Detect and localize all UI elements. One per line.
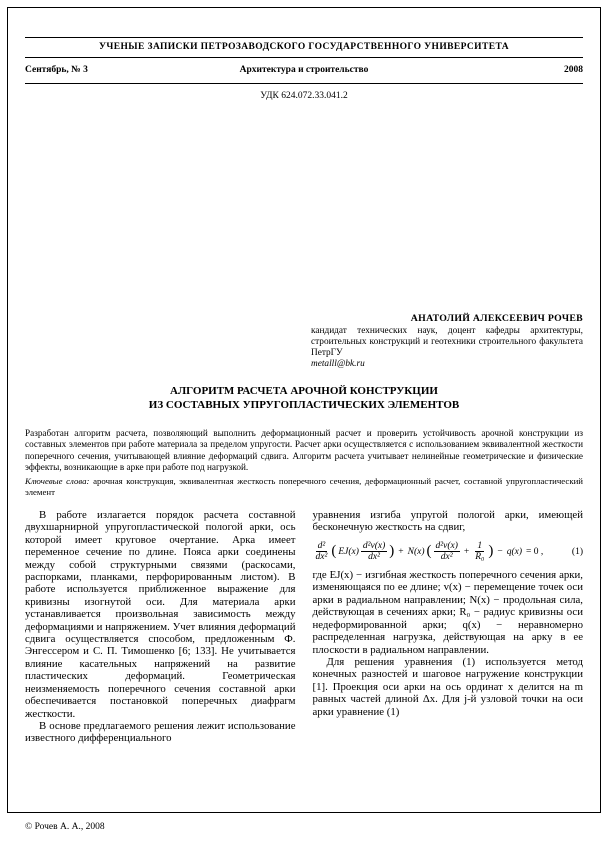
- paragraph-left-1: В работе излагается порядок расчета составной двухшарнирной упругопластической пологой арки, ось которой имеет круговое очертание. Арка имеет переменное сечение по длине. Пояса арки соединены между собой структурными связями (раскосами, распорками, планками, перфорированным листом). В работе используется приближенное выражение для кривизны изогнутой оси. Для материала арки устанавливается произвольная зависимость между деформациями и напряжением. Учет влияния деформаций сдвига осуществляется способом, предложенным Ф. Энгессером и С. П. Тимошенко [6; 133]. Не учитывается влияние касательных напряжений на развитие пластических деформаций. Геометрическая неизменяемость поперечного сечения составной арки обеспечивается постановкой поперечных диафрагм жесткости.: [25, 509, 296, 720]
- equation-body: [313, 541, 568, 563]
- fraction-denominator: R₀: [475, 552, 485, 563]
- fraction-denominator: dx²: [315, 552, 328, 563]
- fraction-denominator: dx²: [368, 552, 380, 563]
- fraction-d2-dx2: [314, 541, 330, 563]
- fraction-d2v-dx2: [361, 541, 387, 563]
- keywords-block: [25, 476, 583, 497]
- author-name: АНАТОЛИЙ АЛЕКСЕЕВИЧ РОЧЕВ: [410, 313, 583, 324]
- open-paren: (: [331, 543, 337, 560]
- fraction-numerator: d²v(x): [362, 540, 386, 551]
- fraction-numerator: 1: [477, 540, 483, 551]
- issue-row: [25, 58, 583, 83]
- main-columns: [25, 509, 583, 745]
- udc-label: УДК 624.072.33.041.2: [260, 91, 348, 101]
- issue-label: Сентябрь, № 3: [25, 65, 88, 75]
- author-affiliation: кандидат технических наук, доцент кафедры архитектуры, строительных конструкций и геотехники строительного факультета ПетрГУ: [311, 326, 583, 358]
- left-column: [25, 509, 296, 745]
- paragraph-left-2: В основе предлагаемого решения лежит использование известного дифференциального: [25, 719, 296, 745]
- section-label: Архитектура и строительство: [239, 65, 369, 75]
- header-rule-bottom: [25, 83, 583, 84]
- right-column: [313, 509, 584, 745]
- minus-operator: −: [497, 546, 503, 557]
- equation-1: [313, 541, 584, 563]
- plus-operator: +: [463, 546, 470, 557]
- keywords-text: арочная конструкция, эквивалентная жесткость поперечного сечения, деформационный расчет, составной упругопластический элемент: [25, 476, 584, 497]
- term-N: N(x): [407, 546, 425, 557]
- fraction-numerator: d²v(x): [435, 540, 458, 551]
- fraction-1-R0: [473, 541, 486, 563]
- page: [8, 37, 600, 841]
- article-title-line2: ИЗ СОСТАВНЫХ УПРУГОПЛАСТИЧЕСКИХ ЭЛЕМЕНТОВ: [148, 399, 460, 411]
- abstract-text: Разработан алгоритм расчета, позволяющий выполнить деформационный расчет и проверить устойчивость арочной конструкции из составных элементов при работе материала за пределом упругости. Расчет арки осуществляется с использованием эквивалентной жесткости поперечного сечения, учитывающей влияние деформаций сдвига. Алгоритм расчета учитывает нелинейные геометрические и физические эффекты, возникающие в арке при работе под нагрузкой.: [25, 428, 583, 472]
- open-paren: (: [426, 543, 432, 560]
- article-title-line1: АЛГОРИТМ РАСЧЕТА АРОЧНОЙ КОНСТРУКЦИИ: [170, 385, 438, 397]
- paragraph-right-1: уравнения изгиба упругой пологой арки, имеющей бесконечную жесткость на сдвиг,: [312, 509, 583, 534]
- year-label: 2008: [564, 65, 583, 75]
- plus-operator: +: [398, 546, 404, 557]
- term-q: q(x): [506, 546, 522, 557]
- author-block: [311, 313, 583, 370]
- copyright: © Рочев А. А., 2008: [25, 822, 105, 832]
- equation-number: (1): [571, 546, 583, 557]
- paragraph-right-2: где EJ(x) − изгибная жесткость поперечного сечения арки, изменяющаяся по ее длине; v(x) − перемещение точек оси арки в радиальном направлении; N(x) − продольная сила, действующая в сечениях арки; R₀ − радиус кривизны оси недеформированной арки; q(x) − неравномерно распределенная нагрузка, действующая на арку в ее плоскости в радиальном направлении.: [312, 569, 583, 656]
- fraction-d2v-dx2: [434, 541, 460, 563]
- term-EJ: EJ(x): [338, 546, 359, 557]
- page-border: [7, 7, 601, 832]
- keywords-label: Ключевые слова:: [25, 476, 90, 487]
- journal-title: УЧЕНЫЕ ЗАПИСКИ ПЕТРОЗАВОДСКОГО ГОСУДАРСТВЕННОГО УНИВЕРСИТЕТА: [99, 42, 509, 52]
- close-paren: ): [488, 543, 494, 560]
- author-email-link[interactable]: metalll@bk.ru: [311, 359, 365, 369]
- article-title: [25, 384, 583, 412]
- equals-zero: = 0 ,: [526, 546, 544, 557]
- fraction-numerator: d²: [317, 540, 326, 551]
- paragraph-right-3: Для решения уравнения (1) используется метод конечных разностей и шаговое нагружение конструкции [1]. Проекция оси арки на ось ординат x делится на m равных частей длиной Δx. Для j-й узловой точки на оси арки уравнение (1): [312, 655, 583, 718]
- close-paren: ): [389, 543, 395, 560]
- fraction-denominator: dx²: [440, 552, 453, 563]
